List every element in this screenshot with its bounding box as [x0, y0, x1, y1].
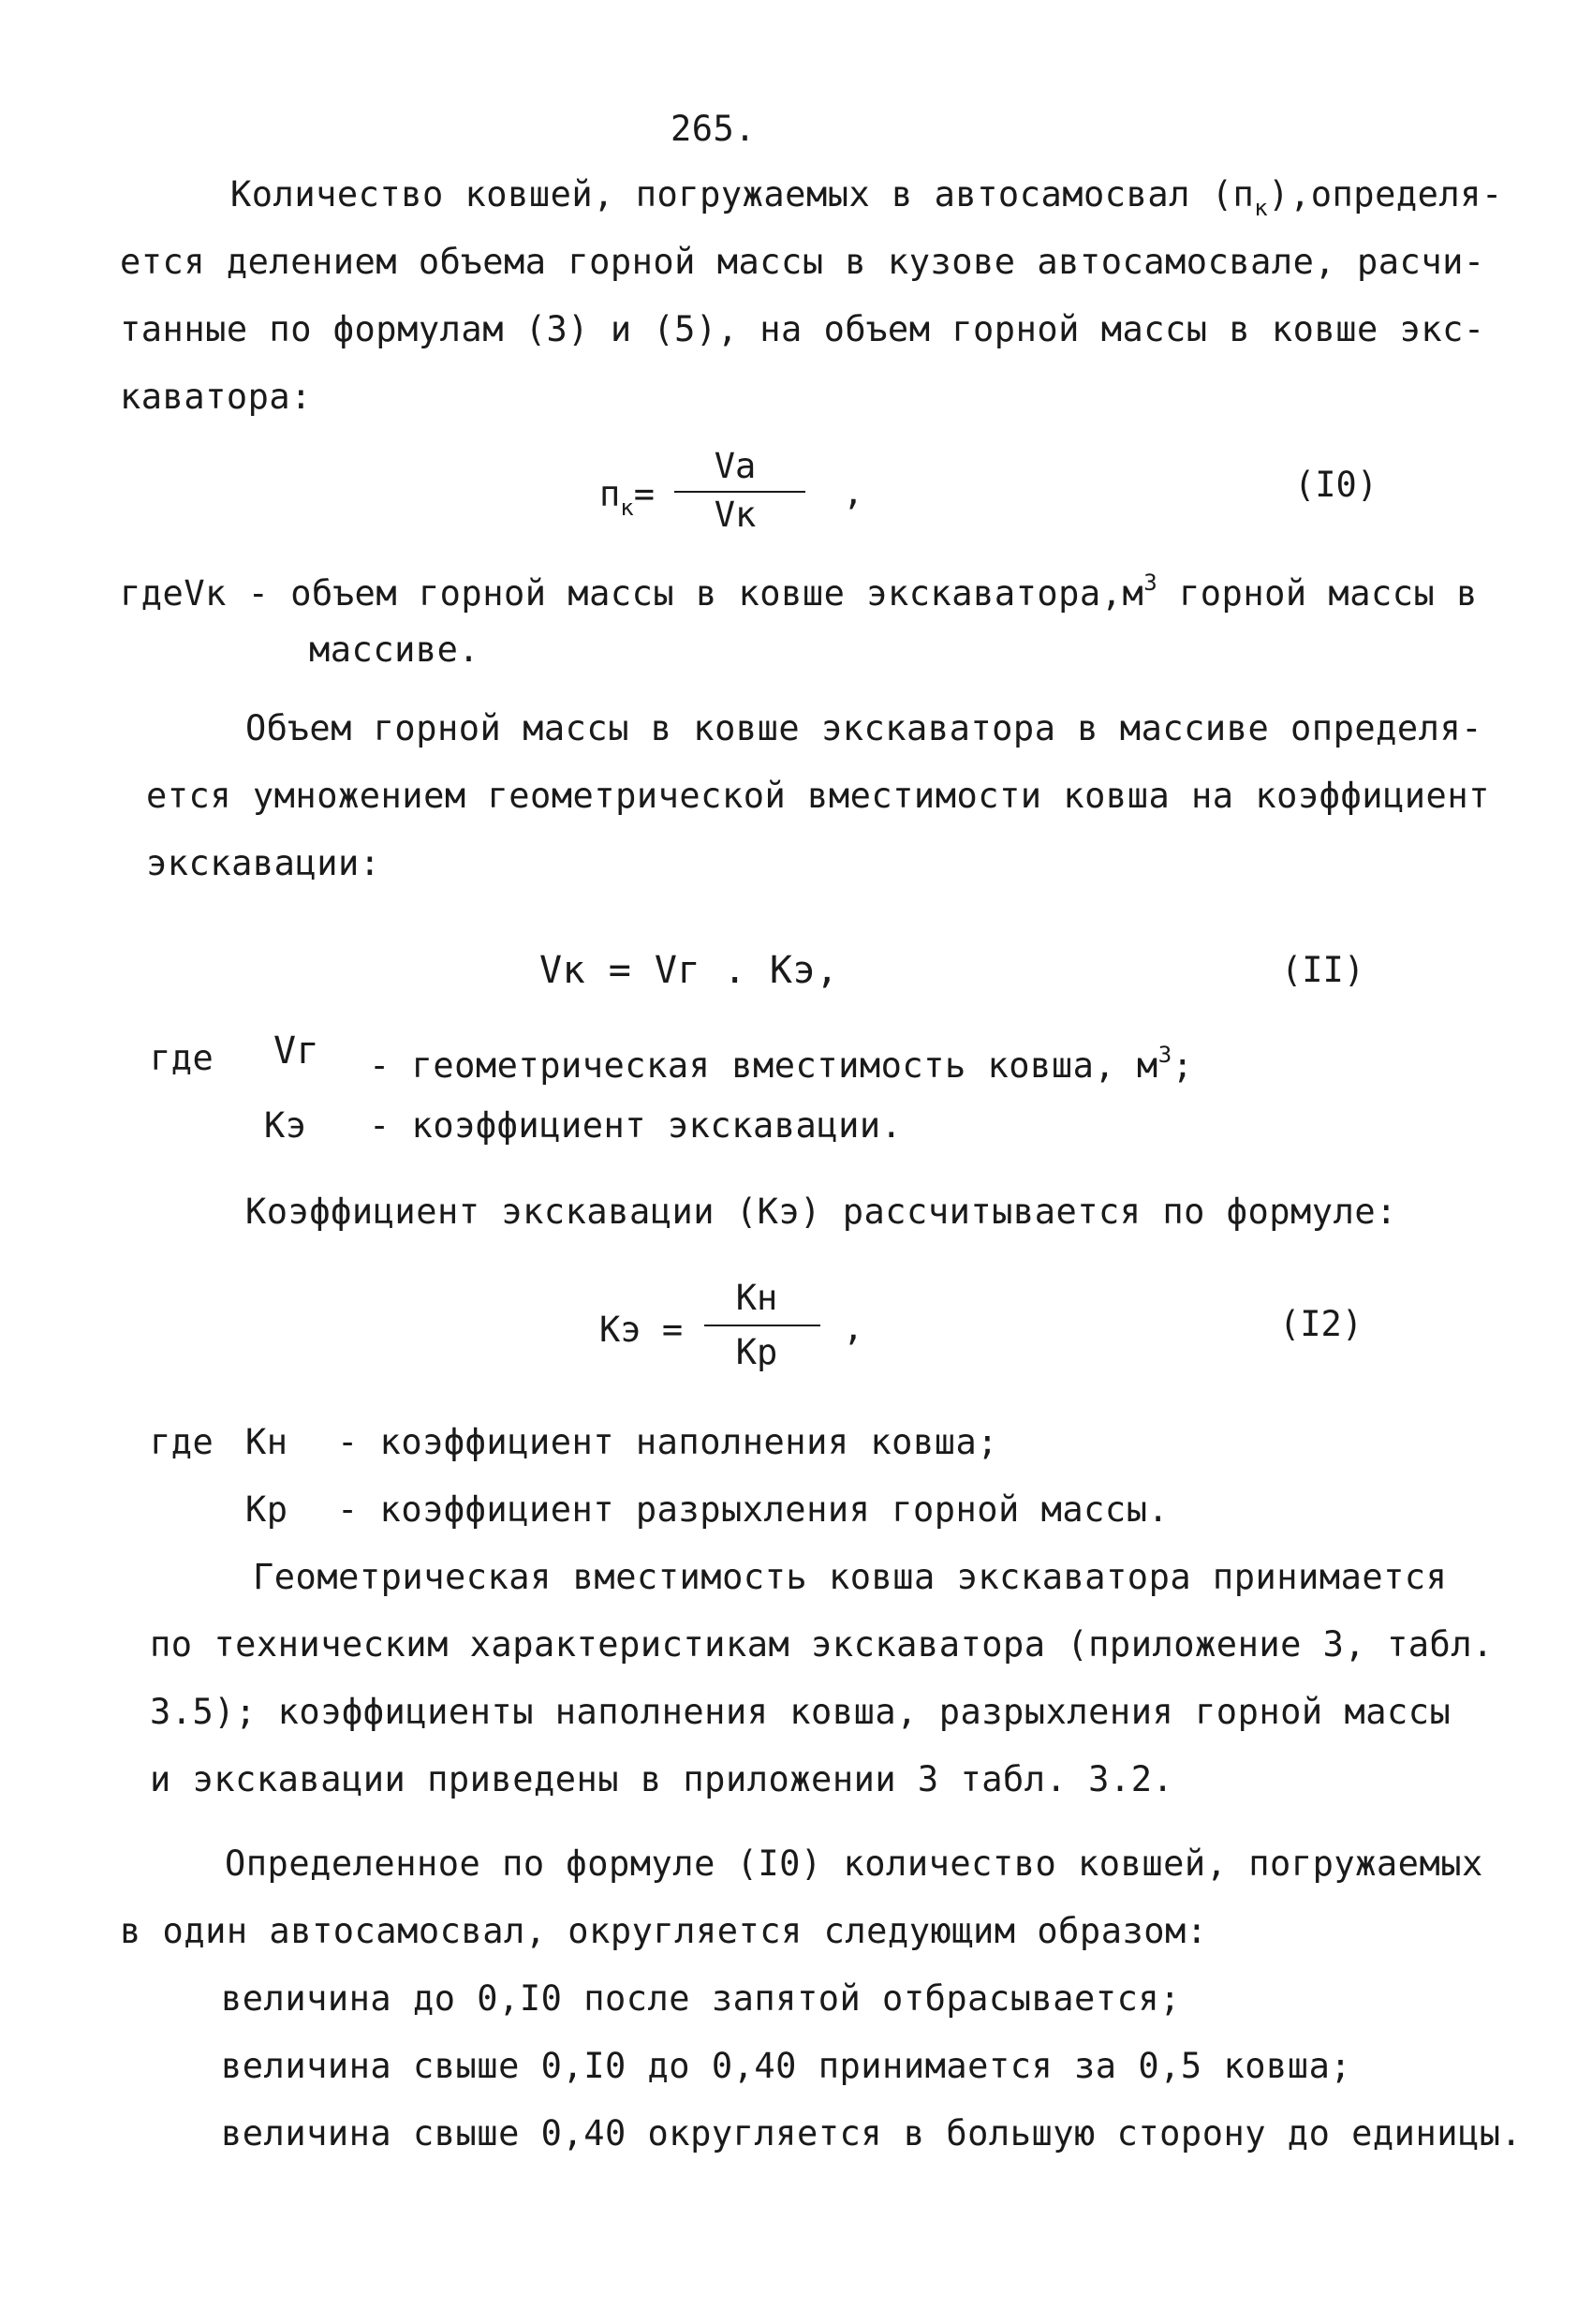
paragraph-4-line-2: по техническим характеристикам экскаватора (приложение 3, табл.: [150, 1624, 1494, 1665]
where-1-line-1: гдеVк - объем горной массы в ковше $экскаватора,м^3$ горной массы в: [120, 570, 1478, 614]
equation-11: Vк = Vг . Кэ,: [539, 949, 839, 992]
equation-10-comma: ,: [843, 472, 864, 512]
rounding-rule-3: величина свыше 0,40 округляется в большую сторону до единицы.: [221, 2113, 1523, 2154]
equation-12-number: (I2): [1279, 1304, 1364, 1344]
where-1-line-2: массиве.: [309, 629, 480, 670]
equation-12-lhs: Кэ =: [599, 1310, 684, 1350]
where-2-definition-1: - геометрическая вместимость ковша, $м^3$;: [369, 1042, 1194, 1086]
where-2-symbol-2: Кэ: [264, 1105, 307, 1146]
equation-12-denominator: Кр: [735, 1332, 778, 1372]
equation-12-comma: ,: [843, 1308, 864, 1348]
paragraph-1-line-1: Количество ковшей, погружаемых в автосамосвал $(п_к),определя-$: [230, 174, 1503, 221]
where-2-prefix: где: [150, 1038, 214, 1078]
paragraph-1-line-2: ется делением объема горной массы в кузове автосамосвале, расчи-: [120, 242, 1485, 282]
equation-10: $п_к=$ Va Vк: [599, 446, 843, 549]
rounding-rule-2: величина свыше 0,I0 до 0,40 принимается за 0,5 ковша;: [221, 2046, 1352, 2086]
where-2-symbol-1: Vг: [273, 1029, 320, 1073]
where-3-definition-1: - коэффициент наполнения ковша;: [337, 1422, 999, 1462]
rounding-rule-1: величина до 0,I0 после запятой отбрасывается;: [221, 1978, 1181, 2019]
equation-12: [599, 1278, 862, 1381]
equation-11-number: (II): [1281, 950, 1365, 990]
fraction-bar: [704, 1325, 820, 1326]
paragraph-4-line-4: и экскавации приведены в приложении 3 табл. 3.2.: [150, 1759, 1174, 1799]
where-3-symbol-1: Кн: [245, 1422, 288, 1462]
paragraph-5-line-1: Определенное по формуле (I0) количество ковшей, погружаемых: [225, 1843, 1483, 1884]
paragraph-1-line-4: каватора:: [120, 377, 312, 417]
fraction-bar: [674, 491, 805, 493]
paragraph-2-line-2: ется умножением геометрической вместимости ковша на коэффициент: [146, 776, 1490, 816]
equation-10-denominator: Vк: [714, 495, 757, 535]
paragraph-4-line-3: 3.5); коэффициенты наполнения ковша, разрыхления горной массы: [150, 1692, 1452, 1732]
page-number: 265.: [671, 109, 757, 149]
equation-12-numerator: Кн: [735, 1278, 778, 1318]
where-2-definition-2: - коэффициент экскавации.: [369, 1105, 903, 1146]
where-3-prefix: где: [150, 1422, 214, 1462]
where-3-symbol-2: Кр: [245, 1489, 288, 1530]
equation-10-number: (I0): [1294, 465, 1378, 505]
paragraph-3-line-1: Коэффициент экскавации (Кэ) рассчитывается по формуле:: [245, 1192, 1397, 1232]
paragraph-2-line-3: экскавации:: [146, 843, 381, 883]
paragraph-4-line-1: Геометрическая вместимость ковша экскаватора принимается: [253, 1557, 1448, 1597]
paragraph-5-line-2: в один автосамосвал, округляется следующим образом:: [120, 1911, 1208, 1951]
where-3-definition-2: - коэффициент разрыхления горной массы.: [337, 1489, 1170, 1530]
paragraph-2-line-1: Объем горной массы в ковше экскаватора в массиве определя-: [245, 708, 1483, 748]
equation-10-numerator: Va: [714, 446, 757, 486]
paragraph-1-line-3: танные по формулам (3) и (5), на объем горной массы в ковше экс-: [120, 309, 1485, 349]
